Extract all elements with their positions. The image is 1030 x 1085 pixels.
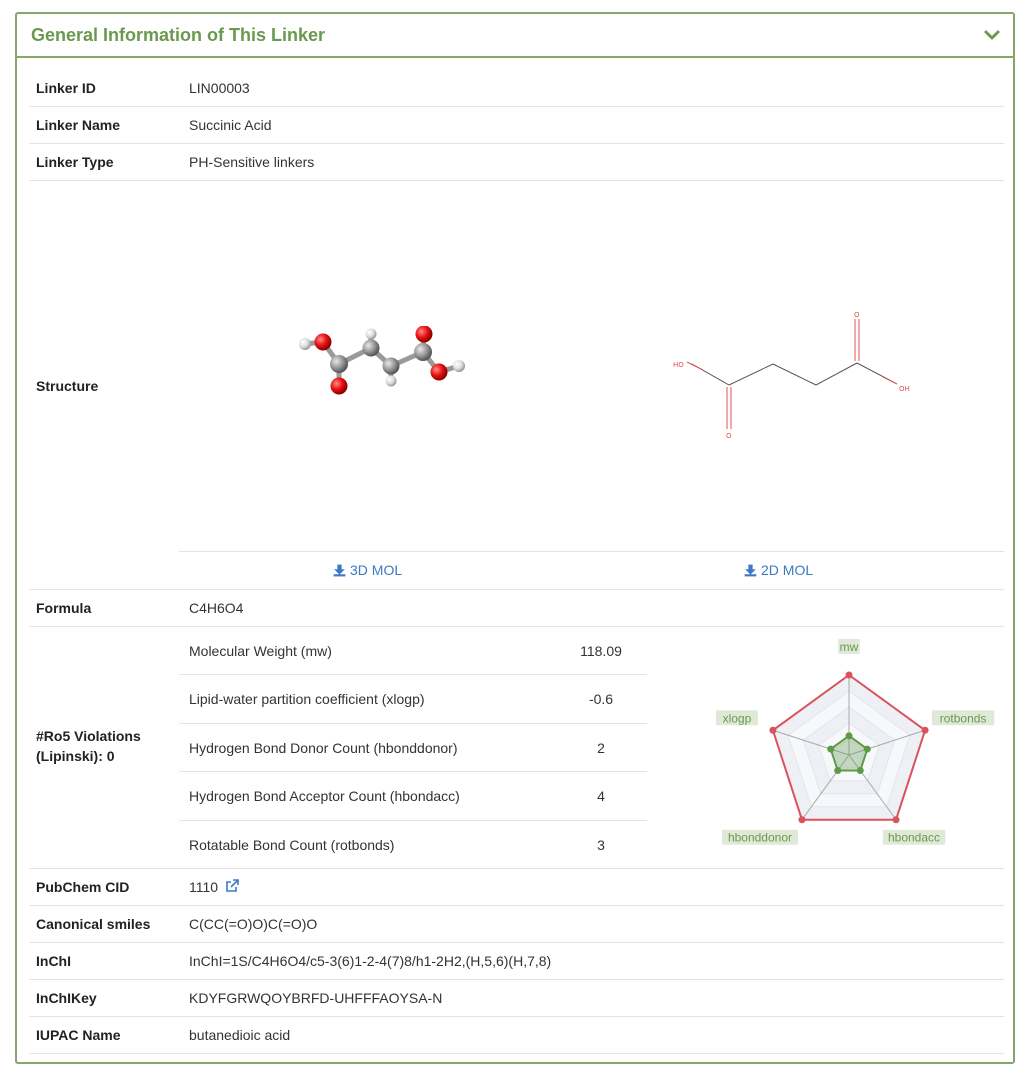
radar-series-point (857, 767, 864, 774)
property-value: 118.09 (580, 643, 622, 659)
label-ro5-line2: (Lipinski): 0 (36, 748, 115, 764)
value-inchikey: KDYFGRWQOYBRFD-UHFFFAOYSA-N (189, 990, 443, 1006)
structure-download-bar (179, 551, 1004, 552)
ro5-radar-chart (669, 631, 999, 865)
radar-series-point (769, 727, 776, 734)
row-structure (29, 181, 1004, 590)
radar-series-point (798, 816, 805, 823)
value-linker-name: Succinic Acid (189, 117, 272, 133)
atom-label-ho: HO (673, 361, 684, 369)
radar-series-point (846, 732, 853, 739)
label-structure: Structure (36, 378, 99, 394)
row-iupac-name (29, 1017, 1004, 1054)
download-icon (744, 564, 757, 577)
label-inchi: InChI (36, 953, 71, 969)
value-iupac-name: butanedioic acid (189, 1027, 291, 1043)
radar-axis-label: mw (839, 640, 859, 654)
download-icon (333, 564, 346, 577)
label-formula: Formula (36, 600, 92, 616)
download-2d-mol-link[interactable] (744, 562, 813, 578)
value-linker-id: LIN00003 (189, 80, 250, 96)
atom-label-o-top: O (854, 311, 860, 319)
row-ro5 (29, 627, 1004, 869)
external-link-icon[interactable] (225, 879, 239, 893)
row-canonical-smiles (29, 906, 1004, 943)
label-linker-id: Linker ID (36, 80, 96, 96)
property-row (179, 675, 647, 724)
panel-title: General Information of This Linker (31, 24, 326, 45)
label-ro5 (36, 726, 141, 766)
radar-axis-label: rotbonds (939, 711, 987, 726)
property-name: Hydrogen Bond Acceptor Count (hbondacc) (189, 788, 460, 804)
download-3d-mol-link[interactable] (333, 562, 402, 578)
property-row (179, 627, 647, 675)
property-name: Lipid-water partition coefficient (xlogp) (189, 691, 425, 707)
molecule-2d-image (659, 301, 929, 441)
row-pubchem-cid (29, 869, 1004, 906)
label-canonical-smiles: Canonical smiles (36, 916, 151, 932)
radar-series-point (827, 746, 834, 753)
radar-axis-label: xlogp (722, 711, 752, 726)
value-linker-type: PH-Sensitive linkers (189, 154, 315, 170)
row-inchikey (29, 980, 1004, 1017)
label-ro5-line1: #Ro5 Violations (36, 728, 141, 744)
property-name: Rotatable Bond Count (rotbonds) (189, 837, 395, 853)
property-value: 3 (597, 837, 605, 853)
radar-series-point (922, 727, 929, 734)
value-pubchem-cid: 1110 (189, 879, 219, 895)
download-3d-mol-label: 3D MOL (350, 562, 403, 578)
value-canonical-smiles: C(CC(=O)O)C(=O)O (189, 916, 318, 932)
molecule-3d-image (279, 326, 479, 406)
label-iupac-name: IUPAC Name (36, 1027, 121, 1043)
property-value: 4 (597, 788, 605, 804)
label-pubchem-cid: PubChem CID (36, 879, 130, 895)
value-formula: C4H6O4 (189, 600, 244, 616)
row-inchi (29, 943, 1004, 980)
value-inchi: InChI=1S/C4H6O4/c5-3(6)1-2-4(7)8/h1-2H2,(H,5,6)(H,7,8) (189, 953, 552, 969)
property-name: Molecular Weight (mw) (189, 643, 332, 659)
row-formula (29, 590, 1004, 627)
row-linker-name (29, 107, 1004, 144)
radar-series-point (864, 746, 871, 753)
row-linker-type (29, 144, 1004, 181)
row-linker-id (29, 70, 1004, 107)
radar-series-point (834, 767, 841, 774)
atom-label-oh: OH (899, 385, 910, 393)
atom-label-o-bottom: O (726, 432, 732, 440)
download-2d-mol-label: 2D MOL (761, 562, 814, 578)
property-name: Hydrogen Bond Donor Count (hbonddonor) (189, 740, 458, 756)
property-row (179, 772, 647, 821)
property-value: 2 (597, 740, 605, 756)
label-inchikey: InChIKey (36, 990, 97, 1006)
radar-axis-label: hbondacc (887, 830, 941, 845)
panel-header[interactable] (17, 14, 1013, 58)
label-linker-type: Linker Type (36, 154, 114, 170)
radar-series-point (846, 672, 853, 679)
property-row (179, 724, 647, 772)
chevron-down-icon[interactable] (983, 26, 1001, 44)
radar-series-point (893, 816, 900, 823)
radar-axis-label: hbonddonor (727, 830, 793, 845)
pubchem-cid-link[interactable] (189, 879, 239, 895)
label-linker-name: Linker Name (36, 117, 121, 133)
property-value: -0.6 (588, 691, 614, 707)
general-info-panel (15, 12, 1015, 1064)
property-row (179, 821, 647, 869)
